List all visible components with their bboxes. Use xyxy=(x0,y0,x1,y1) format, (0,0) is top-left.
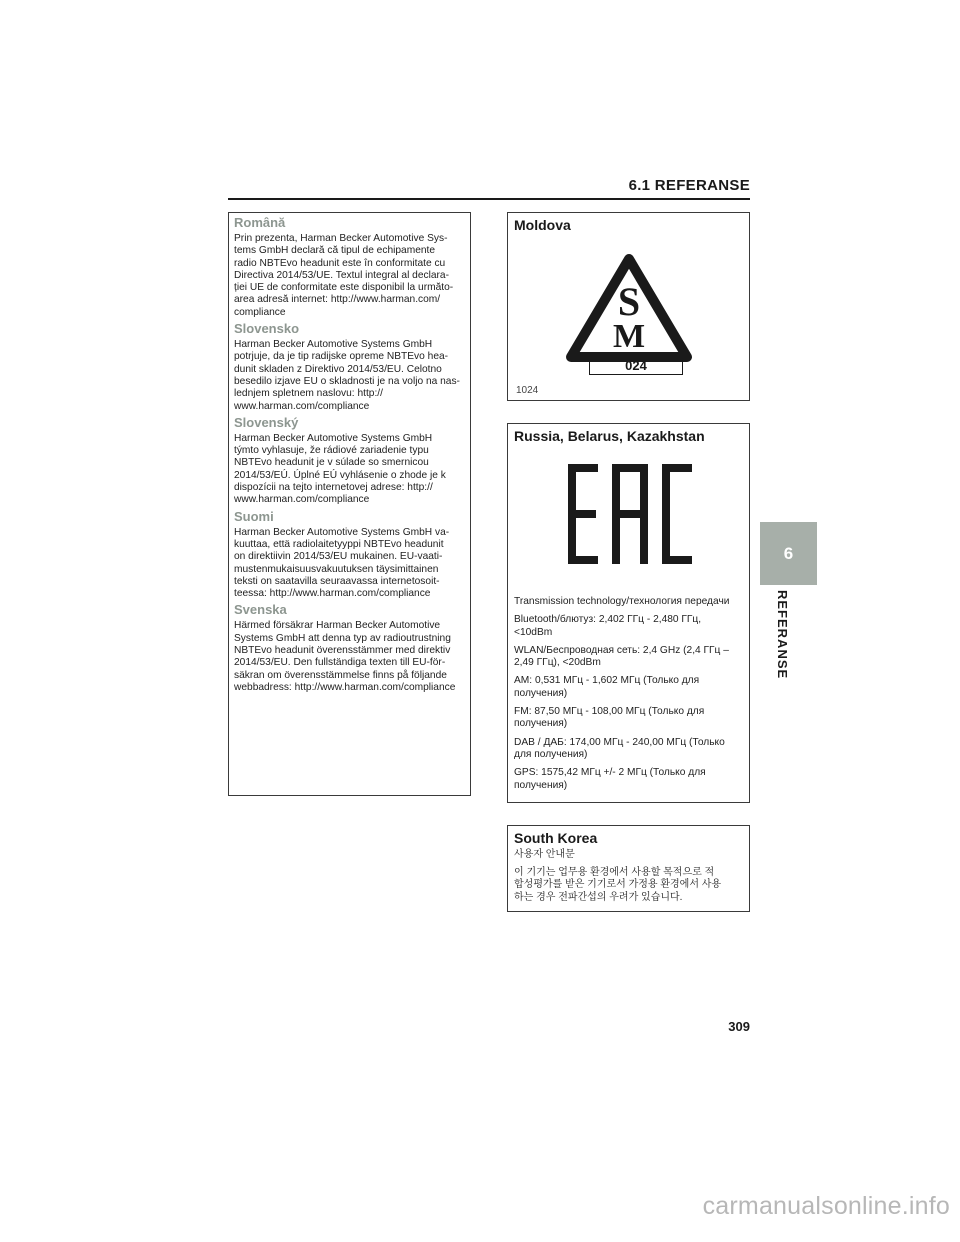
language-title: Suomi xyxy=(234,508,274,524)
language-body: Härmed försäkrar Harman Becker Automotive Systems GmbH att denna typ av radioutrustning NBTEvo headunit överensstämmer med direktiv 2014/53/EU. Den fullständiga texten till EU-för- säkran om överensstämmelse finns på följande webbadress: http://www.harman.com/compliance xyxy=(234,620,456,693)
header-divider xyxy=(228,198,750,200)
watermark: carmanualsonline.info xyxy=(702,1192,950,1220)
russia-box xyxy=(507,423,750,803)
logo-number-box: 024 xyxy=(589,357,683,375)
russia-title: Russia, Belarus, Kazakhstan xyxy=(514,428,705,444)
korea-subtitle: 사용자 안내문 xyxy=(514,849,575,860)
language-title: Slovenský xyxy=(234,414,299,430)
language-block-romana xyxy=(234,215,462,319)
language-block-slovensky xyxy=(234,415,462,507)
spec-line: AM: 0,531 МГц - 1,602 МГц (Только для получения) xyxy=(514,675,700,699)
language-block-slovensko xyxy=(234,321,462,413)
spec-line: Bluetooth/блютуз: 2,402 ГГц - 2,480 ГГц, <10dBm xyxy=(514,614,702,638)
moldova-caption: 1024 xyxy=(516,385,539,396)
moldova-box xyxy=(507,212,750,401)
south-korea-title: South Korea xyxy=(514,830,598,846)
declarations-box xyxy=(228,212,471,796)
spec-line: FM: 87,50 МГц - 108,00 МГц (Только для получения) xyxy=(514,706,705,730)
korea-body: 이 기기는 업무용 환경에서 사용할 목적으로 적 합성평가를 받은 기기로서 가정용 환경에서 사용 하는 경우 전파간섭의 우려가 있습니다. xyxy=(514,866,722,903)
spec-line: GPS: 1575,42 МГц +/- 2 МГц (Только для получения) xyxy=(514,767,706,791)
language-body: Harman Becker Automotive Systems GmbH potrjuje, da je tip radijske opreme NBTEvo hea- dunit skladen z Direktivo 2014/53/EU. Celotno besedilo izjave EU o skladnosti je na voljo na nas- lednjem spletnem naslovu: http:// www.harman.com/compliance xyxy=(234,339,460,412)
page-number: 309 xyxy=(728,1019,750,1034)
chapter-tab[interactable]: 6 xyxy=(760,522,817,585)
language-body: Harman Becker Automotive Systems GmbH va- kuuttaa, että radiolaitetyyppi NBTEvo headunit on direktiivin 2014/53/EU mukainen. EU-vaati- mustenmukaisuusvakuutuksen täysimittainen teksti on saatavilla seuraavassa internetosoit- teessa: http://www.harman.com/compliance xyxy=(234,526,450,600)
sm-certification-logo xyxy=(565,253,693,373)
south-korea-box xyxy=(507,825,750,912)
language-title: Slovensko xyxy=(234,321,300,337)
russia-spec-list xyxy=(514,596,743,798)
language-block-suomi xyxy=(234,509,462,601)
logo-letter-m: M xyxy=(612,318,646,355)
eac-certification-logo xyxy=(566,464,694,564)
spec-line: WLAN/Беспроводная сеть: 2,4 GHz (2,4 ГГц – 2,49 ГГц), <20dBm xyxy=(514,644,729,669)
south-korea-text xyxy=(514,849,743,904)
spec-line: Transmission technology/технология передачи xyxy=(514,596,730,607)
language-block-svenska xyxy=(234,602,462,694)
moldova-title: Moldova xyxy=(514,217,571,233)
language-title: Română xyxy=(234,215,286,230)
language-body: Harman Becker Automotive Systems GmbH týmto vyhlasuje, že rádiové zariadenie typu NBTEvo headunit je v súlade so smernicou 2014/53/EÚ. Úplné EÚ vyhlásenie o zhode je k dispozícii na tejto internetovej adrese: http:// www.harman.com/compliance xyxy=(234,432,446,506)
language-body: Prin prezenta, Harman Becker Automotive Sys- tems GmbH declară că tipul de echipamente radio NBTEvo headunit este în conformitate cu Directiva 2014/53/UE. Textul integral al declara- ției UE de conformitate este disponibil la următo- area adresă internet: http://www.harman.com/ compliance xyxy=(234,233,454,318)
logo-letter-s: S xyxy=(617,279,641,324)
spec-line: DAB / ДАБ: 174,00 МГц - 240,00 МГц (Только для получения) xyxy=(514,736,725,760)
section-header: 6.1 REFERANSE xyxy=(628,177,750,194)
chapter-label: REFERANSE xyxy=(775,590,790,680)
language-title: Svenska xyxy=(234,602,287,618)
